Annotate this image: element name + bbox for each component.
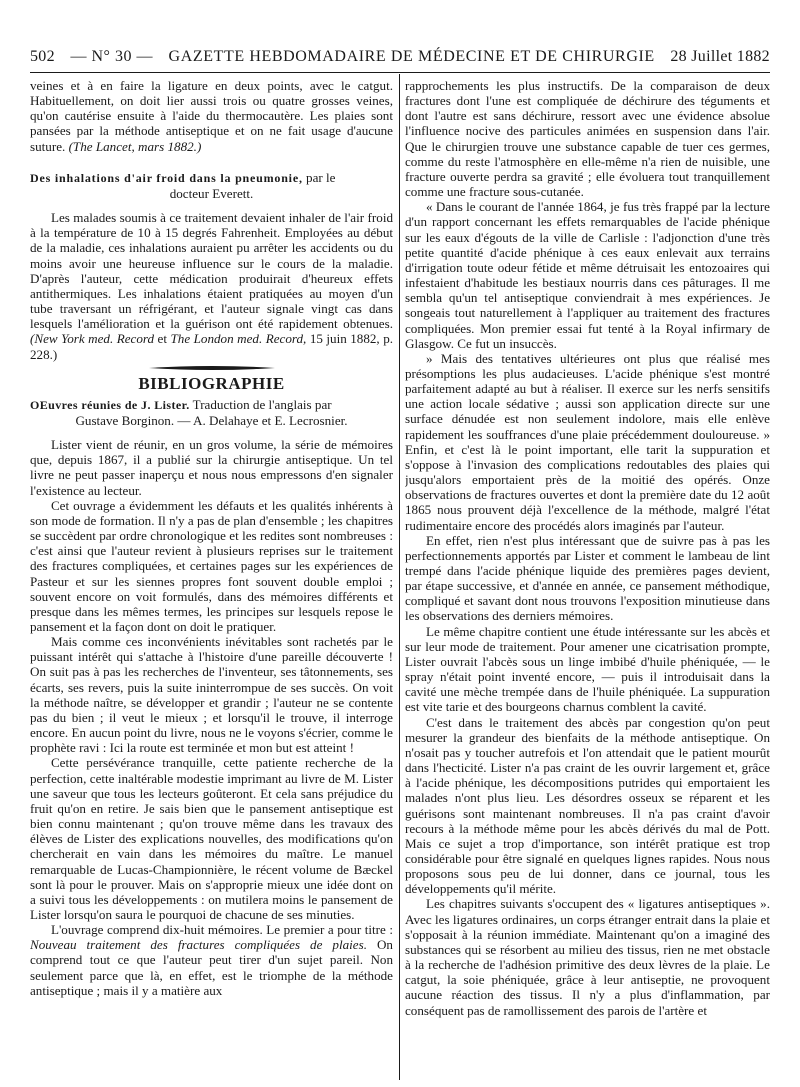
paragraph: rapprochements les plus instructifs. De la comparaison de deux fractures dont l'une est compliquée de déchirure des téguments et dont l'autre est sans déchirure, ressort avec une évidence absolue l'influence nocive des particules animées en suspension dans l'air. Que le chirurgien trouve une substance capable de tuer ces germes, comme du reste l'atmosphère en elle-même n'a rien de nuisible, une fracture ouverte perdra sa gravité ; elle évoluera tout tranquillement comme une fracture sous-cutanée. [405,78,770,200]
article-author: docteur Everett. [169,185,254,201]
issue-number: — N° 30 — [70,48,153,65]
running-header [30,44,770,70]
paragraph: En effet, rien n'est plus intéressant que de suivre pas à pas les perfectionnements apportés par Lister et comment le lambeau de lint trempé dans l'acide phénique liquide des premières pages devient, par étape successive, et d'année en année, ce pansement méthodique, compliqué et savant dont nous trouvons l'exposition minutieuse dans les observations des derniers mémoires. [405,532,770,624]
paragraph: Cet ouvrage a évidemment les défauts et les qualités inhérents à son mode de formation. Il n'y a pas de plan d'ensemble ; les chapitres se succèdent par ordre chronologique et les redites sont nombreuses : c'est ainsi que l'auteur revient à plusieurs reprises sur le traitement des fractures compliquées, et certaines pages sur les expériences de Pasteur et sur les siennes propres font souvent double emploi ; souvent encore on voit formulés, dans des mémoires différents et presque dans les mêmes termes, les principes sur lesquels repose le pansement et la façon dont on doit le pratiquer. [30,497,393,634]
article-title: Des inhalations d'air froid dans la pneumonie, par le [30,169,336,185]
section-heading: BIBLIOGRAPHIE [138,373,285,393]
paragraph: Lister vient de réunir, en un gros volume, la série de mémoires que, depuis 1867, il a publié sur la chirurgie antiseptique. Un tel livre ne peut passer inaperçu et nous nous empressons d'en signaler l'existence au lecteur. [30,437,393,498]
paragraph: L'ouvrage comprend dix-huit mémoires. Le premier a pour titre : Nouveau traitement des fractures compliquées de plaies. On comprend tout ce que l'auteur peut tirer d'un sujet pareil. Non seulement parce que là, en effet, est le triomphe de la méthode antiseptique ; mais il y a matière aux [30,922,393,998]
paragraph: » Mais des tentatives ultérieures ont plus que réalisé mes présomptions les plus audacieuses. L'acide phénique s'est montré parfaitement adapté au but à réaliser. Il exerce sur les nerfs sensitifs une action locale sédative ; aussi son application directe sur une surface dénudée est non seulement indolore, mais elle enlève rapidement les souffrances d'une plaie précédemment douloureuse. » Enfin, et c'est là le point important, elle tarit la suppuration et s'oppose à l'invasion des complications redoutables des plaies qui jusqu'alors emportaient près de la moitié des opérés. Onze observations de fractures ouvertes et dont la première date du 12 août 1865 nous prouvent déjà l'excellence de la méthode, malgré l'état rudimentaire encore des procédés alors imaginés par l'auteur. [405,350,770,533]
issue-date: 28 Juillet 1882 [670,48,770,65]
left-column [30,78,393,1080]
book-title: OEuvres réunies de J. Lister. Traduction de l'anglais par [30,396,332,412]
page-number: 502 [30,48,55,65]
paragraph: veines et à en faire la ligature en deux points, avec le catgut. Habituellement, on doit lier aussi trois ou quatre grosses veines, qu'on cautérise ensuite à l'aide du thermocautère. Les plaies sont pansées par la méthode antiseptique et on ne fait usage d'aucune suture. (The Lancet, mars 1882.) [30,78,393,154]
paragraph: Le même chapitre contient une étude intéressante sur les abcès et sur leur mode de traitement. Pour amener une cicatrisation prompte, Lister ouvrait l'abcès sous un linge imbibé d'huile phéniquée, — le spray n'était point inventé encore, — puis il introduisait dans la cavité une mèche trempée dans de l'huile phéniquée. La suppuration est vite tarie et des bourgeons charnus comblent la cavité. [405,623,770,715]
paragraph: « Dans le courant de l'année 1864, je fus très frappé par la lecture d'un rapport concernant les effets remarquables de l'acide phénique sur les eaux d'égouts de la ville de Carlisle : l'adjonction d'une très petite quantité d'acide phénique à ces eaux enlevait aux terrains d'irrigation toute odeur fétide et même détruisait les entozoaires qui infestaient d'habitude les bestiaux nourris dans ces pâturages. Il me sembla qu'un tel antiseptique conviendrait à mes expériences. Je songeais tout naturellement à l'appliquer au traitement des fractures compliquées. Mon premier essai fut tenté à la Royal infirmary de Glasgow. Ce fut un insuccès. [405,199,770,351]
journal-title: GAZETTE HEBDOMADAIRE DE MÉDECINE ET DE CHIRURGIE [168,48,655,65]
paragraph: Les malades soumis à ce traitement devaient inhaler de l'air froid à la température de 10 à 15 degrés Fahrenheit. Employées au début de la maladie, ces inhalations auraient pu arrêter les accidents ou du moins avoir une heureuse influence sur le cours de la maladie. D'après l'auteur, cette médication produirait d'heureux effets antithermiques. Les inhalations étaient pratiquées au moyen d'un tube traversant un réfrigérant, et l'auteur signale vingt cas dans lesquels l'amélioration et la guérison ont été rapidement obtenues. (New York med. Record et The London med. Record, 15 juin 1882, p. 228.) [30,210,393,362]
paragraph: Mais comme ces inconvénients inévitables sont rachetés par le puissant intérêt qui s'attache à l'histoire d'une pareille découverte ! On suit pas à pas les recherches de l'inventeur, ses tâtonnements, ses écarts, ses revers, puis la suite ininterrompue de ses succès. On voit la méthode naître, se développer et grandir ; l'auteur ne se contente pas du bien ; il veut le mieux ; et lorsqu'il le trouve, il interroge encore. En aucun point du livre, nous ne le voyons s'écrier, comme le prophète ravi : Ici la route est terminée et mon but est atteint ! [30,634,393,756]
paragraph: C'est dans le traitement des abcès par congestion qu'on peut mesurer la grandeur des bienfaits de la méthode antiseptique. On n'osait pas y toucher autrefois et l'on attendait que le patient mourût dans l'hecticité. Lister n'a pas craint de les ouvrir largement et, grâce à l'acide phénique, les décompositions putrides qui emportaient les malades n'ont plus lieu. Les désordres osseux se réparent et les guérisons sont maintenant nombreuses. Il n'a pas craint d'avoir recours à la méthode même pour les abcès dérivés du mal de Pott. Mais ce sujet a trop d'importance, son intérêt pratique est trop considérable pour être signalé en quelques lignes rapides. Nous nous proposons sous peu de lui donner, dans ce journal, tous les développements qu'il mérite. [405,714,770,897]
source-citation: (The Lancet, mars 1882.) [68,138,202,154]
paragraph: Les chapitres suivants s'occupent des « ligatures antiseptiques ». Avec les ligatures ordinaires, un corps étranger entrait dans la plaie et s'opposait à la réunion immédiate. Maintenant qu'on a imaginé des substances qui se résorbent au milieu des tissus, rien ne met obstacle à la recherche de l'adhésion primitive des deux lèvres de la plaie. Le catgut, la soie phéniquée, grâce à leur antiseptie, ne provoquent aucune réaction des tissus. Il n'y a plus d'inflammation, par conséquent pas de ramollissement des parois de l'artère et [405,896,770,1018]
right-column [405,78,770,1080]
book-translators: Gustave Borginon. — A. Delahaye et E. Lecrosnier. [75,412,348,428]
header-rule [30,72,770,73]
paragraph: Cette persévérance tranquille, cette patiente recherche de la perfection, cette inaltérable modestie imprimant au livre de M. Lister une saveur que tous les lecteurs goûteront. Et cela sans préjudice du fruit qu'on en retire. Je sais bien que le pansement antiseptique est bien connu maintenant ; qu'on trouve même dans les travaux des élèves de Lister des explications nouvelles, des modifications qu'on chercherait en vain dans les mémoires du maître. Le manuel remarquable de Lucas-Championnière, le récent volume de Bæckel sont là pour le prouver. Mais on s'approprie mieux une idée dont on a suivi tous les développements : on mutilera moins le pansement de Lister lorsqu'on saura le pourquoi de chacune de ses minuties. [30,755,393,922]
section-ornament [147,364,277,372]
column-divider [399,74,400,1080]
